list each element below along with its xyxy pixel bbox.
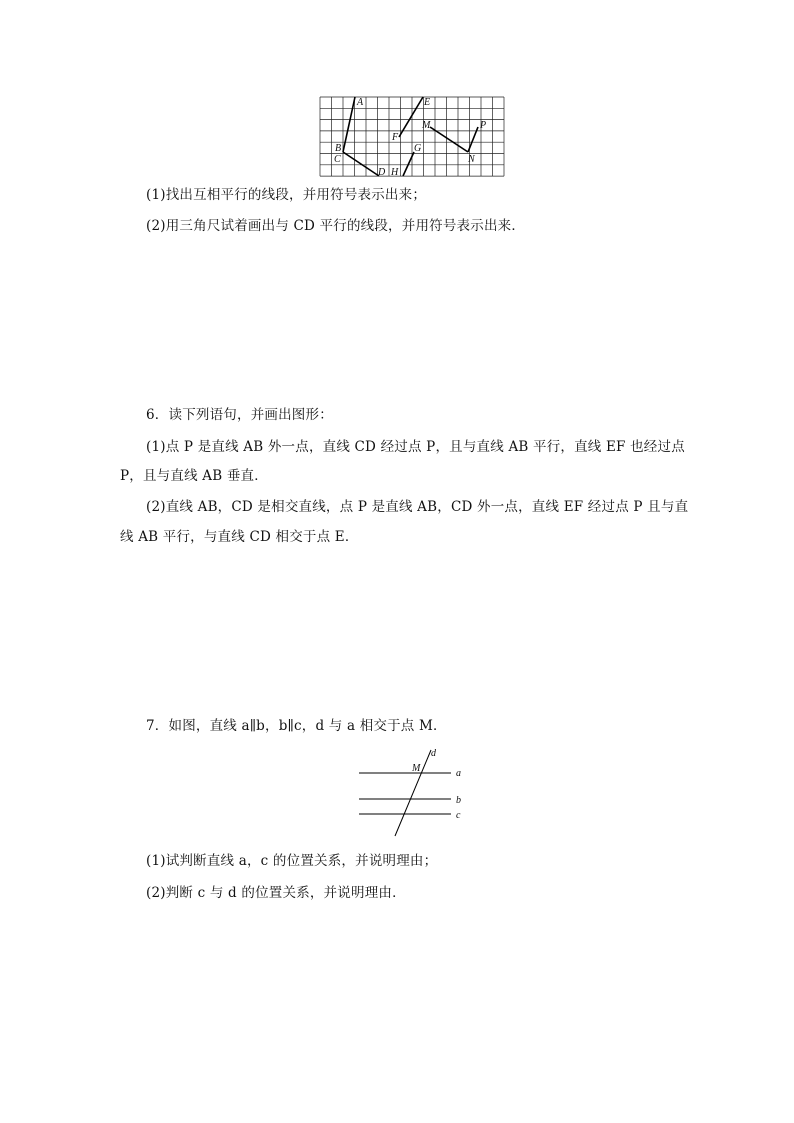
q7-sub1: (1)试判断直线 a，c 的位置关系，并说明理由； <box>146 853 438 869</box>
line-label-c: c <box>456 810 461 821</box>
q7-title: 7．如图，直线 a∥b，b∥c，d 与 a 相交于点 M． <box>146 718 447 734</box>
point-label-M: M <box>422 120 431 131</box>
point-label-P: P <box>480 120 487 131</box>
q5-sub1: (1)找出互相平行的线段，并用符号表示出来； <box>146 187 427 203</box>
point-label-F: F <box>392 132 399 143</box>
q6-title: 6．读下列语句，并画出图形： <box>146 407 333 423</box>
point-label-B: B <box>335 143 342 154</box>
point-label-D: D <box>378 167 386 178</box>
line-label-b: b <box>456 795 461 806</box>
q6-sub2-line2: 线 AB 平行，与直线 CD 相交于点 E． <box>120 529 359 545</box>
line-label-d: d <box>431 748 436 759</box>
q5-sub2: (2)用三角尺试着画出与 CD 平行的线段，并用符号表示出来． <box>146 218 526 234</box>
segment-AB <box>343 97 355 152</box>
point-label-N: N <box>468 154 475 165</box>
q6-sub1-line1: (1)点 P 是直线 AB 外一点，直线 CD 经过点 P，且与直线 AB 平行，直线 EF 也经过点 <box>146 439 685 455</box>
point-label-A: A <box>357 97 364 108</box>
grid-figure <box>318 95 508 181</box>
point-label-G: G <box>414 143 422 154</box>
line-label-a: a <box>456 768 461 779</box>
point-label-C: C <box>334 154 341 165</box>
q6-sub1-line2: P，且与直线 AB 垂直． <box>120 468 268 484</box>
point-label-H: H <box>391 167 399 178</box>
point-label-E: E <box>424 97 431 108</box>
segment-GH <box>403 152 414 176</box>
point-label-M-fig: M <box>412 763 421 774</box>
parallel-lines-figure <box>355 744 475 840</box>
segment-CD <box>343 152 379 176</box>
q7-sub2: (2)判断 c 与 d 的位置关系，并说明理由． <box>146 885 406 901</box>
q6-sub2-line1: (2)直线 AB，CD 是相交直线，点 P 是直线 AB，CD 外一点，直线 EF 经过点 P 且与直 <box>146 499 689 515</box>
